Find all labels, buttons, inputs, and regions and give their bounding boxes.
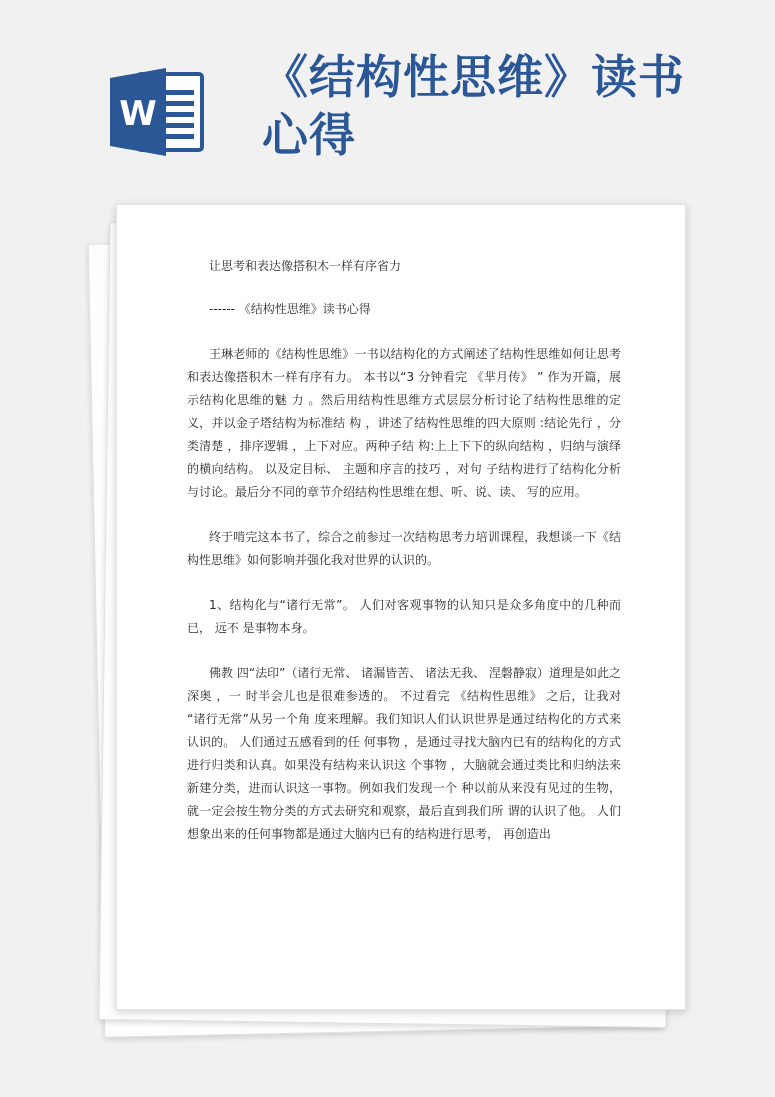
paragraph-1: 王琳老师的《结构性思维》一书以结构化的方式阐述了结构性思维如何让思考和表达像搭积木一样有序有力。 本书以“3 分钟看完 《芈月传》 ” 作为开篇，展示结构化思维的魅 力 。然后用结构性思维方式层层分析讨论了结构性思维的定义，并以金子塔结构为标准结 构 ，讲述了结构性思维的四大原则 :结论先行 ，分类清楚 ，排序逻辑 ，上下对应。两种子结 构:上上下下的纵向结构 ，归纳与演绎的横向结构。 以及定目标、 主题和序言的技巧 ，对句 子结构进行了结构化分析与讨论。最后分不同的章节介绍结构性思维在想、听、说、读、 写的应用。	[187, 347, 621, 499]
paragraph-2: 终于啃完这本书了，综合之前参过一次结构思考力培训课程，我想谈一下《结构性思维》如何影响并强化我对世界的认识的。	[187, 530, 621, 567]
paragraph-4: 佛教 四“法印”（诸行无常、 诸漏皆苦、 诸法无我、 涅磐静寂）道理是如此之深奥 ，一 时半会儿也是很难参透的。 不过看完 《结构性思维》 之后，让我对 “诸行无常”从另一个角 度来理解。我们知识人们认识世界是通过结构化的方式来认识的。 人们通过五感看到的任 何事物 ，是通过寻找大脑内已有的结构化的方式进行归类和认真。如果没有结构来认识这 个事物 ，大脑就会通过类比和归纳法来新建分类，进而认识这一事物。例如我们发现一个 种以前从来没有见过的生物， 就一定会按生物分类的方式去研究和观察，最后直到我们所 谓的认识了他。 人们想象出来的任何事物都是通过大脑内已有的结构进行思考， 再创造出	[187, 666, 621, 841]
word-logo-icon	[108, 66, 206, 158]
document-subheading: ------ 《结构性思维》读书心得	[209, 302, 371, 316]
paragraph-3: 1、结构化与“诸行无常”。 人们对客观事物的认知只是众多角度中的几种而已， 远不 是事物本身。	[187, 598, 621, 635]
document-title: 《结构性思维》读书心得	[262, 50, 685, 162]
document-page	[116, 204, 686, 1010]
document-heading: 让思考和表达像搭积木一样有序省力	[209, 259, 402, 273]
word-logo-letter: W	[119, 94, 157, 134]
